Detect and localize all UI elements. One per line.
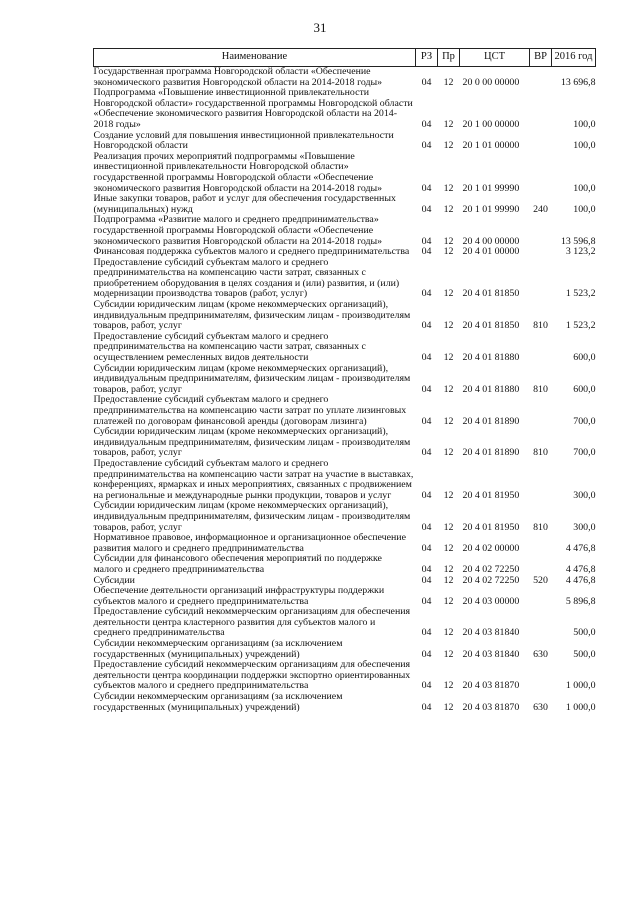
cell-name: Субсидии юридическим лицам (кроме некоммерческих организаций), индивидуальным предпринимателям, физическим лицам - производителям товаров, работ, услуг: [93, 426, 411, 459]
cell-rz: 04: [421, 415, 432, 427]
table-row: [94, 607, 596, 639]
cell-amount: 1 523,2: [565, 288, 596, 300]
cell-rz: 04: [421, 489, 432, 501]
cell-pr: 12: [443, 182, 454, 194]
cell-name: Нормативное правовое, информационное и организационное обеспечение развития малого и среднего предпринимательства: [93, 532, 406, 554]
header-amount: 2016 год: [552, 49, 596, 67]
cell-vr: [530, 67, 552, 89]
cell-name: Субсидии юридическим лицам (кроме некоммерческих организаций), индивидуальным предпринимателям, физическим лицам - производителям товаров, работ, услуг: [93, 299, 411, 332]
cell-amount: 1 523,2: [565, 320, 596, 332]
cell-name: Предоставление субсидий субъектам малого и среднего предпринимательства на компенсацию части затрат на участие в выставках, конференциях, ярмарках и иных мероприятиях, связанных с продвижением на региональные и международные рынки продукции, товаров и услуг: [93, 457, 414, 501]
cell-vr: [530, 586, 552, 607]
cell-pr: 12: [443, 542, 454, 554]
cell-pr: 12: [443, 521, 454, 533]
cell-vr: [530, 660, 552, 692]
cell-vr: [530, 554, 552, 575]
cell-vr: [530, 395, 552, 427]
cell-rz: 04: [421, 288, 432, 300]
cell-cst: 20 1 01 99990: [462, 203, 520, 215]
cell-amount: 1 000,0: [565, 701, 596, 713]
cell-vr: 810: [533, 447, 548, 459]
cell-rz: 04: [421, 235, 432, 247]
cell-cst: 20 4 02 72250: [462, 563, 520, 575]
table-header: [94, 49, 596, 67]
cell-vr: [530, 533, 552, 554]
cell-amount: 700,0: [573, 415, 596, 427]
table-row: [94, 131, 596, 152]
table-row: [94, 639, 596, 660]
cell-vr: [530, 247, 552, 258]
cell-pr: 12: [443, 288, 454, 300]
cell-pr: 12: [443, 383, 454, 395]
cell-name: Субсидии юридическим лицам (кроме некоммерческих организаций), индивидуальным предпринимателям, физическим лицам - производителям товаров, работ, услуг: [93, 362, 411, 395]
cell-rz: 04: [421, 352, 432, 364]
cell-vr: [530, 258, 552, 300]
cell-cst: 20 4 01 81950: [462, 521, 520, 533]
cell-name: Государственная программа Новгородской области «Обеспечение экономического развития Новгородской области на 2014-2018 годы»: [93, 66, 383, 88]
table-row: [94, 258, 596, 300]
cell-name: Предоставление субсидий субъектам малого и среднего предпринимательства на компенсацию части затрат, связанных с приобретением оборудования в целях создания и (или) развития, и (или) модернизации производства товаров (работ, услуг): [93, 256, 400, 300]
cell-rz: 04: [421, 574, 432, 586]
cell-name: Субсидии некоммерческим организациям (за исключением государственных (муниципальных) учреждений): [93, 638, 343, 660]
cell-rz: 04: [421, 648, 432, 660]
header-row: [94, 49, 596, 67]
cell-pr: 12: [443, 203, 454, 215]
cell-cst: 20 4 01 81880: [462, 352, 520, 364]
cell-name: Субсидии некоммерческим организациям (за исключением государственных (муниципальных) учреждений): [93, 691, 343, 713]
budget-table: [93, 48, 596, 713]
cell-pr: 12: [443, 489, 454, 501]
table-row: [94, 459, 596, 501]
cell-rz: 04: [421, 383, 432, 395]
cell-amount: 5 896,8: [565, 595, 596, 607]
cell-rz: 04: [421, 595, 432, 607]
cell-amount: 600,0: [573, 383, 596, 395]
cell-rz: 04: [421, 701, 432, 713]
cell-rz: 04: [421, 627, 432, 639]
cell-pr: 12: [443, 701, 454, 713]
cell-cst: 20 4 01 81950: [462, 489, 520, 501]
cell-vr: [530, 215, 552, 247]
cell-amount: 700,0: [573, 447, 596, 459]
cell-rz: 04: [421, 246, 432, 258]
table-row: [94, 215, 596, 247]
cell-name: Предоставление субсидий некоммерческим организациям для обеспечения деятельности центра координации поддержки экспортно ориентированных субъектов малого и среднего предпринимательства: [93, 659, 411, 692]
cell-pr: 12: [443, 627, 454, 639]
cell-cst: 20 0 00 00000: [462, 76, 520, 88]
cell-name: Подпрограмма «Развитие малого и среднего предпринимательства» государственной программы Новгородской области «Обеспечение экономического развития Новгородской области на 2014-2018 годы»: [93, 214, 383, 247]
table-row: [94, 395, 596, 427]
table-row: [94, 660, 596, 692]
cell-name: Субсидии юридическим лицам (кроме некоммерческих организаций), индивидуальным предпринимателям, физическим лицам - производителям товаров, работ, услуг: [93, 500, 411, 533]
cell-cst: 20 4 01 81850: [462, 288, 520, 300]
cell-cst: 20 4 01 81890: [462, 415, 520, 427]
cell-amount: 500,0: [573, 648, 596, 660]
cell-rz: 04: [421, 563, 432, 575]
cell-cst: 20 4 03 81840: [462, 627, 520, 639]
cell-cst: 20 4 03 81840: [462, 648, 520, 660]
cell-vr: 630: [533, 701, 548, 713]
table-row: [94, 332, 596, 364]
cell-cst: 20 4 00 00000: [462, 235, 520, 247]
cell-amount: 3 123,2: [565, 246, 596, 258]
table-row: [94, 427, 596, 459]
cell-amount: 1 000,0: [565, 680, 596, 692]
cell-name: Финансовая поддержка субъектов малого и среднего предпринимательства: [93, 246, 410, 258]
cell-vr: [530, 332, 552, 364]
cell-amount: 4 476,8: [565, 542, 596, 554]
cell-cst: 20 4 03 81870: [462, 680, 520, 692]
table-row: [94, 692, 596, 713]
cell-cst: 20 4 03 81870: [462, 701, 520, 713]
cell-amount: 4 476,8: [565, 563, 596, 575]
cell-rz: 04: [421, 542, 432, 554]
table-row: [94, 586, 596, 607]
cell-pr: 12: [443, 415, 454, 427]
cell-cst: 20 4 03 00000: [462, 595, 520, 607]
cell-rz: 04: [421, 76, 432, 88]
cell-amount: 600,0: [573, 352, 596, 364]
cell-cst: 20 1 01 00000: [462, 140, 520, 152]
table-row: [94, 88, 596, 130]
cell-rz: 04: [421, 320, 432, 332]
cell-pr: 12: [443, 680, 454, 692]
cell-amount: 100,0: [573, 140, 596, 152]
header-cst: ЦСТ: [460, 49, 530, 67]
cell-pr: 12: [443, 352, 454, 364]
cell-vr: 810: [533, 521, 548, 533]
cell-amount: 13 696,8: [560, 76, 596, 88]
cell-amount: 300,0: [573, 521, 596, 533]
cell-vr: 810: [533, 320, 548, 332]
cell-cst: 20 4 01 81850: [462, 320, 520, 332]
cell-vr: [530, 152, 552, 194]
cell-vr: 520: [533, 574, 548, 586]
cell-amount: 4 476,8: [565, 574, 596, 586]
table-row: [94, 300, 596, 332]
cell-name: Предоставление субсидий субъектам малого и среднего предпринимательства на компенсацию части затрат, связанных с осуществлением ремесленных видов деятельности: [93, 330, 366, 364]
header-vr: ВР: [530, 49, 552, 67]
cell-vr: [530, 607, 552, 639]
cell-rz: 04: [421, 521, 432, 533]
cell-vr: [530, 459, 552, 501]
cell-name: Субсидии для финансового обеспечения мероприятий по поддержке малого и среднего предпринимательства: [93, 553, 382, 575]
header-pr: Пр: [438, 49, 460, 67]
cell-amount: 300,0: [573, 489, 596, 501]
cell-pr: 12: [443, 76, 454, 88]
cell-cst: 20 1 01 99990: [462, 182, 520, 194]
cell-cst: 20 4 01 00000: [462, 246, 520, 258]
cell-pr: 12: [443, 563, 454, 575]
cell-rz: 04: [421, 680, 432, 692]
cell-amount: 100,0: [573, 118, 596, 130]
table-body: [94, 67, 596, 714]
cell-rz: 04: [421, 118, 432, 130]
cell-amount: 500,0: [573, 627, 596, 639]
cell-name: Субсидии: [93, 574, 135, 586]
cell-rz: 04: [421, 182, 432, 194]
cell-name: Создание условий для повышения инвестиционной привлекательности Новгородской области: [93, 129, 394, 152]
cell-cst: 20 4 02 72250: [462, 574, 520, 586]
cell-pr: 12: [443, 447, 454, 459]
cell-pr: 12: [443, 118, 454, 130]
cell-vr: 630: [533, 648, 548, 660]
cell-name: Предоставление субсидий субъектам малого и среднего предпринимательства на компенсацию части затрат по уплате лизинговых платежей по договорам финансовой аренды (договорам лизинга): [93, 394, 407, 427]
cell-cst: 20 4 01 81880: [462, 383, 520, 395]
cell-cst: 20 1 00 00000: [462, 118, 520, 130]
table-row: [94, 501, 596, 533]
cell-pr: 12: [443, 235, 454, 247]
cell-rz: 04: [421, 203, 432, 215]
cell-pr: 12: [443, 595, 454, 607]
cell-rz: 04: [421, 140, 432, 152]
cell-cst: 20 4 01 81890: [462, 447, 520, 459]
header-name: Наименование: [94, 49, 416, 67]
cell-name: Подпрограмма «Повышение инвестиционной привлекательности Новгородской области» государственной программы Новгородской области «Обеспечение экономического развития Новгородской области на 2014-2018 годы»: [93, 87, 413, 130]
cell-pr: 12: [443, 140, 454, 152]
header-rz: РЗ: [416, 49, 438, 67]
cell-name: Обеспечение деятельности организаций инфраструктуры поддержки субъектов малого и среднего предпринимательства: [93, 585, 385, 607]
cell-cst: 20 4 02 00000: [462, 542, 520, 554]
cell-amount: 100,0: [573, 182, 596, 194]
cell-amount: 100,0: [573, 203, 596, 215]
cell-pr: 12: [443, 648, 454, 660]
cell-name: Иные закупки товаров, работ и услуг для обеспечения государственных (муниципальных) нужд: [93, 193, 396, 215]
table-row: [94, 554, 596, 575]
cell-name: Реализация прочих мероприятий подпрограммы «Повышение инвестиционной привлекательности Новгородской области» государственной программы Новгородской области «Обеспечение экономического развития Новгородской области на 2014-2018 годы»: [93, 150, 383, 194]
cell-name: Предоставление субсидий некоммерческим организациям для обеспечения деятельности центра кластерного развития для субъектов малого и среднего предпринимательства: [93, 606, 411, 639]
table-row: [94, 67, 596, 89]
table-row: [94, 533, 596, 554]
cell-pr: 12: [443, 320, 454, 332]
cell-rz: 04: [421, 447, 432, 459]
page-number: 31: [313, 20, 327, 35]
table-row: [94, 194, 596, 215]
cell-vr: 810: [533, 383, 548, 395]
cell-vr: [530, 88, 552, 130]
cell-vr: [530, 131, 552, 152]
table-row: [94, 364, 596, 396]
table-row: [94, 152, 596, 194]
cell-pr: 12: [443, 246, 454, 258]
cell-amount: 13 596,8: [560, 235, 596, 247]
cell-pr: 12: [443, 574, 454, 586]
cell-vr: 240: [533, 203, 548, 215]
